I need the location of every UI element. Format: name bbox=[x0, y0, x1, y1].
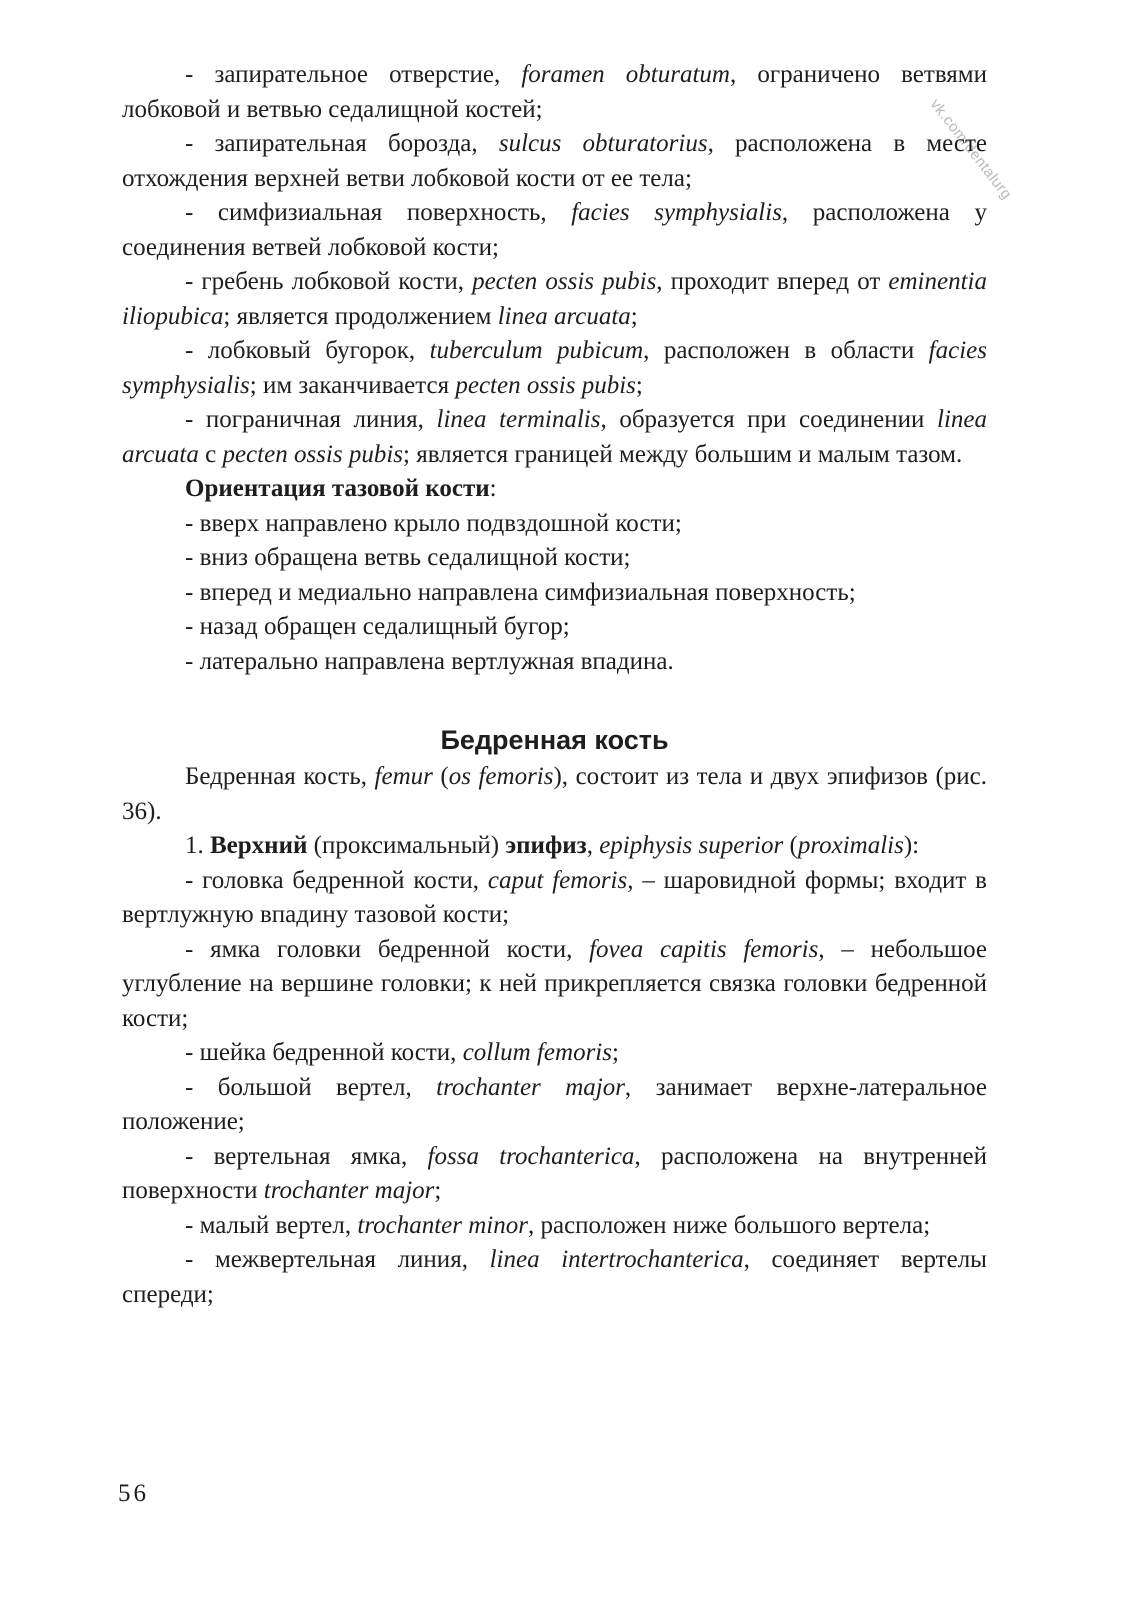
latin-term: pecten ossis pubis bbox=[222, 440, 403, 468]
latin-term: trochanter minor bbox=[357, 1211, 528, 1239]
text-paragraph bbox=[122, 58, 987, 127]
latin-term: pecten ossis pubis bbox=[455, 371, 636, 399]
text-paragraph bbox=[122, 1243, 987, 1312]
paragraph-text: , занимает верхне-латеральное положение; bbox=[122, 1073, 987, 1135]
paragraph-text: ; им заканчивается bbox=[249, 371, 456, 399]
list-item: - вверх направлено крыло подвздошной кости; bbox=[185, 509, 682, 537]
paragraph-text: - ямка головки бедренной кости, bbox=[185, 935, 590, 963]
paragraph-text: ): bbox=[903, 832, 920, 859]
paragraph-text: , расположена на внутренней поверхности bbox=[122, 1142, 987, 1204]
paragraph-text: (проксимальный) bbox=[307, 832, 506, 859]
paragraph-text: - запирательное отверстие, bbox=[185, 61, 522, 88]
text-paragraph bbox=[122, 196, 987, 265]
text-paragraph bbox=[122, 1071, 987, 1140]
latin-term: eminentia iliopubica bbox=[122, 268, 987, 330]
paragraph-text: Бедренная кость, bbox=[185, 763, 375, 790]
bold-term: Верхний bbox=[210, 832, 308, 859]
paragraph-text: , расположена в месте отхождения верхней ветви лобковой кости от ее тела; bbox=[122, 130, 988, 192]
latin-term: foramen obturatum bbox=[521, 61, 730, 88]
text-paragraph bbox=[122, 334, 987, 403]
latin-term: epiphysis superior bbox=[599, 832, 784, 859]
paragraph-text: ; является продолжением bbox=[223, 302, 498, 330]
latin-term: sulcus obturatorius bbox=[498, 130, 708, 157]
paragraph-text: ; bbox=[611, 1039, 619, 1066]
paragraph-text: - пограничная линия, bbox=[185, 406, 437, 433]
text-paragraph bbox=[122, 127, 987, 196]
paragraph-text: - шейка бедренной кости, bbox=[185, 1039, 463, 1066]
paragraph-text: , – небольшое углубление на вершине головки; к ней прикрепляется связка головки бедренной кости; bbox=[122, 935, 987, 1032]
list-item: - вниз обращена ветвь седалищной кости; bbox=[185, 544, 631, 571]
paragraph-text: - симфизиальная поверхность, bbox=[185, 199, 572, 226]
paragraph-text: , проходит вперед от bbox=[656, 268, 889, 295]
latin-term: linea arcuata bbox=[497, 302, 631, 330]
text-paragraph bbox=[122, 403, 987, 472]
text-paragraph bbox=[122, 1140, 987, 1209]
list-item: - латерально направлена вертлужная впадина. bbox=[185, 647, 674, 675]
text-paragraph bbox=[122, 864, 987, 933]
paragraph-text: - межвертельная линия, bbox=[185, 1246, 490, 1273]
latin-term: linea arcuata bbox=[122, 406, 987, 468]
latin-term: proximalis bbox=[797, 832, 904, 859]
text-paragraph bbox=[122, 265, 987, 334]
paragraph-text: , расположен ниже большого вертела; bbox=[527, 1211, 931, 1239]
latin-term: caput femoris bbox=[487, 866, 628, 894]
latin-term: trochanter major bbox=[263, 1177, 435, 1204]
latin-term: trochanter major bbox=[436, 1073, 625, 1101]
text-paragraph bbox=[122, 933, 987, 1037]
paragraph-text: - запирательная борозда, bbox=[185, 130, 499, 157]
latin-term: fovea capitis femoris bbox=[589, 935, 819, 963]
paragraph-text: - гребень лобковой кости, bbox=[185, 268, 473, 295]
latin-term: fossa trochanterica bbox=[427, 1142, 635, 1170]
paragraph-text: ( bbox=[783, 832, 798, 859]
watermark-text: vk.com/dentalurg bbox=[926, 96, 1016, 203]
paragraph-text: , ограничено ветвями лобковой и ветвью седалищной костей; bbox=[122, 61, 988, 123]
paragraph-text: ; bbox=[434, 1177, 442, 1204]
paragraph-text: , образуется при соединении bbox=[600, 406, 937, 433]
paragraph-text: , расположена у соединения ветвей лобковой кости; bbox=[122, 199, 987, 261]
list-item: - назад обращен седалищный бугор; bbox=[185, 613, 570, 640]
bold-term: эпифиз bbox=[505, 832, 587, 859]
latin-term: pecten ossis pubis bbox=[472, 268, 657, 295]
paragraph-text: с bbox=[198, 440, 223, 468]
paragraph-text: ( bbox=[432, 763, 449, 790]
latin-term: facies symphysialis bbox=[571, 199, 782, 226]
epiphysis-heading bbox=[122, 829, 987, 864]
latin-term: linea intertrochanterica bbox=[489, 1246, 744, 1273]
text-paragraph bbox=[122, 760, 987, 829]
paragraph-text: ; bbox=[635, 371, 643, 399]
latin-term: femur bbox=[374, 763, 433, 790]
paragraph-text: ; является границей между большим и малым тазом. bbox=[403, 440, 963, 468]
latin-term: tuberculum pubicum bbox=[429, 337, 644, 364]
paragraph-text: - головка бедренной кости, bbox=[185, 866, 488, 894]
paragraph-text: 1. bbox=[185, 832, 210, 859]
paragraph-text: - малый вертел, bbox=[185, 1211, 358, 1239]
latin-term: collum femoris bbox=[462, 1039, 612, 1066]
paragraph-text: - большой вертел, bbox=[185, 1073, 437, 1101]
paragraph-text: , расположен в области bbox=[643, 337, 929, 364]
list-item: - вперед и медиально направлена симфизиальная поверхность; bbox=[185, 578, 856, 606]
paragraph-text: , – шаровидной формы; входит в вертлужную впадину тазовой кости; bbox=[122, 866, 987, 928]
paragraph-text: - лобковый бугорок, bbox=[185, 337, 430, 364]
heading-colon: : bbox=[489, 475, 497, 502]
orientation-heading-text: Ориентация тазовой кости bbox=[185, 475, 490, 502]
page-body bbox=[122, 58, 987, 1312]
paragraph-text: ), состоит из тела и двух эпифизов (рис. 36). bbox=[122, 763, 988, 825]
text-paragraph bbox=[122, 1036, 987, 1071]
latin-term: facies symphysialis bbox=[122, 337, 987, 399]
text-paragraph bbox=[122, 1209, 987, 1244]
orientation-heading bbox=[122, 472, 987, 507]
paragraph-text: - вертельная ямка, bbox=[185, 1142, 428, 1170]
latin-term: linea terminalis bbox=[436, 406, 601, 433]
latin-term: os femoris bbox=[448, 763, 554, 790]
paragraph-text: ; bbox=[630, 302, 638, 330]
paragraph-text: , bbox=[586, 832, 600, 859]
paragraph-text: , соединяет вертелы спереди; bbox=[122, 1246, 987, 1308]
section-title: Бедренная кость bbox=[440, 725, 669, 755]
page-number: 56 bbox=[118, 1480, 149, 1507]
